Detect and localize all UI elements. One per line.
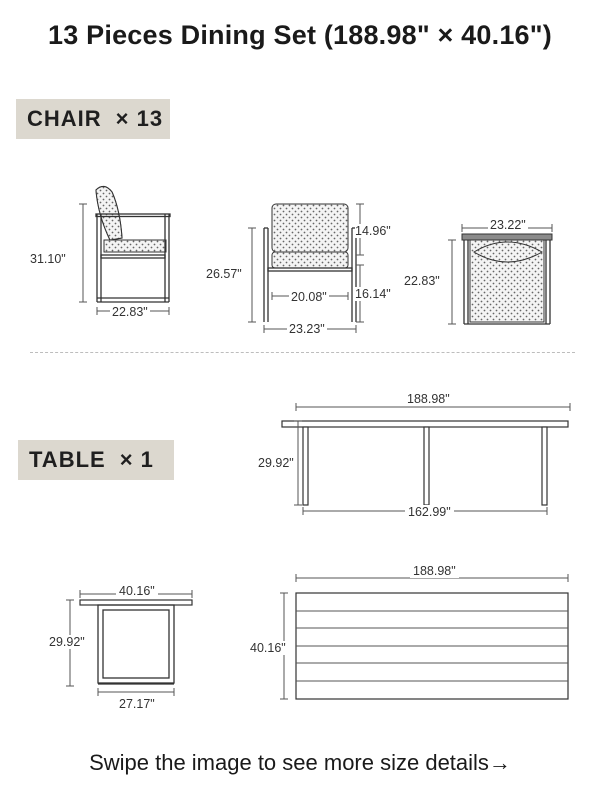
table-front-length-label: 188.98"	[404, 392, 453, 406]
table-side-width-label: 40.16"	[116, 584, 158, 598]
chair-front-height-label: 26.57"	[206, 267, 242, 281]
chair-side-height-label: 31.10"	[30, 252, 66, 266]
table-top-width-label: 40.16"	[250, 641, 286, 655]
chair-seat-height-label: 16.14"	[355, 287, 391, 301]
table-quantity: × 1	[119, 447, 154, 472]
chair-top-width-label: 23.22"	[490, 218, 526, 232]
chair-side-view	[79, 186, 170, 315]
table-label: TABLE	[29, 447, 106, 472]
page-title: 13 Pieces Dining Set (188.98" × 40.16")	[48, 20, 552, 50]
chair-label: CHAIR	[27, 106, 102, 131]
table-top-length-label: 188.98"	[410, 564, 459, 578]
table-leg-span-label: 162.99"	[405, 505, 454, 519]
table-top-view	[280, 574, 568, 699]
chair-front-width-label: 23.23"	[289, 322, 325, 336]
chair-side-depth-label: 22.83"	[112, 305, 148, 319]
chair-top-view	[448, 224, 552, 324]
table-side-leg-span-label: 27.17"	[116, 697, 158, 711]
chair-back-height-label: 14.96"	[355, 224, 391, 238]
swipe-hint: Swipe the image to see more size details→	[89, 750, 511, 775]
table-front-view	[282, 403, 570, 515]
chair-front-view	[248, 204, 364, 333]
chair-top-depth-label: 22.83"	[404, 274, 440, 288]
table-front-height-label: 29.92"	[258, 456, 294, 470]
chair-inner-width-label: 20.08"	[291, 290, 327, 304]
table-side-view	[66, 590, 192, 696]
table-side-height-label: 29.92"	[49, 635, 85, 649]
chair-quantity: × 13	[115, 106, 164, 131]
